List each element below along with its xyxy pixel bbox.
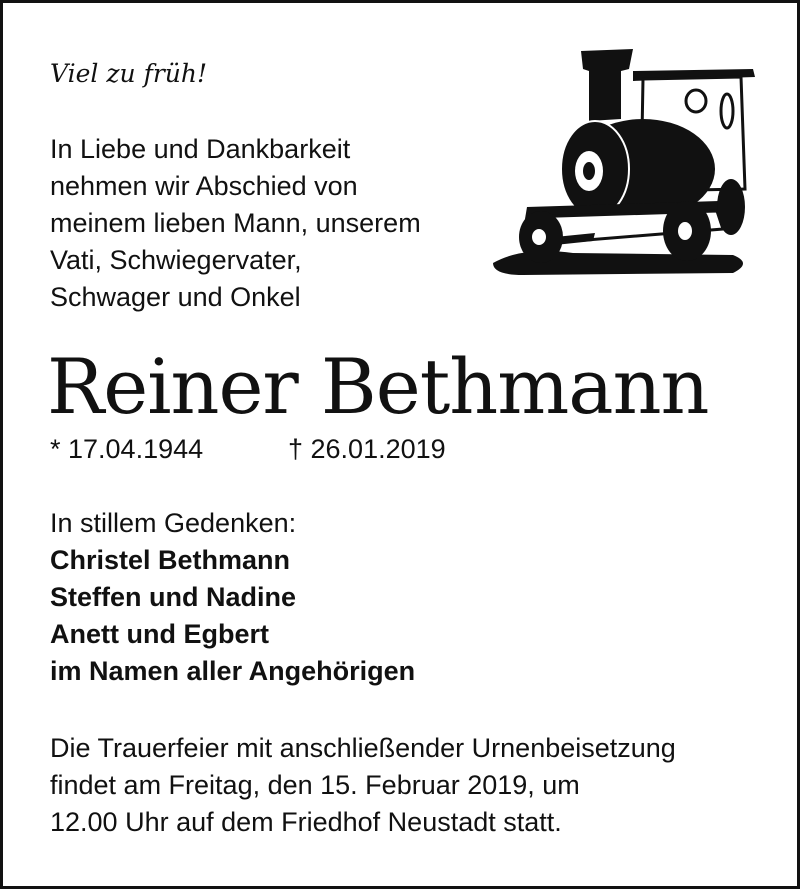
funeral-line: findet am Freitag, den 15. Februar 2019, um: [50, 770, 580, 800]
intro-line: Schwager und Onkel: [50, 282, 301, 312]
intro-text: [50, 131, 421, 316]
intro-line: nehmen wir Abschied von: [50, 171, 358, 201]
mourner-name: im Namen aller Angehörigen: [50, 656, 416, 686]
toy-locomotive-icon: [483, 41, 758, 281]
deceased-name: Reiner Bethmann: [47, 342, 709, 431]
intro-line: In Liebe und Dankbarkeit: [50, 134, 351, 164]
funeral-details: [50, 730, 676, 841]
mourners-block: [50, 505, 415, 690]
funeral-line: Die Trauerfeier mit anschließender Urnenbeisetzung: [50, 733, 676, 763]
intro-line: Vati, Schwiegervater,: [50, 245, 302, 275]
mourner-name: Anett und Egbert: [50, 619, 269, 649]
mourner-name: Christel Bethmann: [50, 545, 291, 575]
intro-line: meinem lieben Mann, unserem: [50, 208, 421, 238]
funeral-line: 12.00 Uhr auf dem Friedhof Neustadt statt.: [50, 807, 562, 837]
birth-date: * 17.04.1944: [50, 434, 204, 464]
mourners-label: In stillem Gedenken:: [50, 508, 297, 538]
death-date: † 26.01.2019: [288, 434, 446, 464]
mourner-name: Steffen und Nadine: [50, 582, 297, 612]
motto: Viel zu früh!: [50, 59, 208, 88]
